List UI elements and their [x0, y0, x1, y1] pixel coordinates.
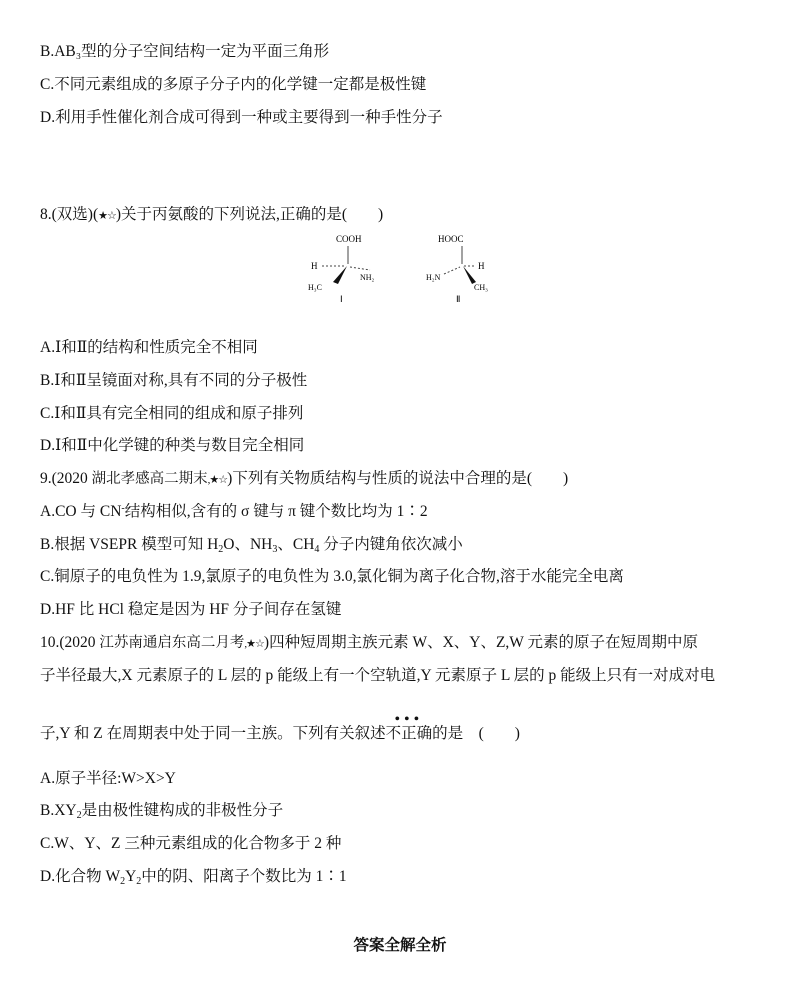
q10-emph-text: 不正确	[385, 725, 433, 742]
difficulty-stars-icon: ,★☆	[244, 638, 264, 650]
q9b-part2: O、NH	[223, 536, 273, 553]
emphasis-not-correct	[385, 711, 433, 744]
mol1-top: COOH	[336, 234, 362, 244]
q8-option-b: B.Ⅰ和Ⅱ呈镜面对称,具有不同的分子极性	[40, 372, 308, 389]
q9-option-b	[40, 535, 463, 555]
q10-option-b	[40, 801, 283, 821]
q9-text: )下列有关物质结构与性质的说法中合理的是( )	[227, 470, 569, 487]
q9b-sub4: 4	[314, 544, 320, 555]
q10d-part2: Y	[125, 868, 137, 885]
alanine-structure-1	[300, 230, 390, 305]
q8-option-a: A.Ⅰ和Ⅱ的结构和性质完全不相同	[40, 339, 258, 356]
q9-option-c: C.铜原子的电负性为 1.9,氯原子的电负性为 3.0,氯化铜为离子化合物,溶于水能完全电离	[40, 568, 624, 585]
q7-option-d: D.利用手性催化剂合成可得到一种或主要得到一种手性分子	[40, 109, 443, 126]
q10d-part3: 中的阴、阳离子个数比为 1∶1	[141, 868, 347, 885]
q8-stem	[40, 205, 383, 226]
q10d-part1: D.化合物 W	[40, 868, 121, 885]
mol1-bottom: H₃C	[308, 283, 322, 292]
q10-option-a: A.原子半径:W>X>Y	[40, 770, 176, 787]
q10-stem-line1	[40, 633, 698, 654]
q10-stem-line2: 子半径最大,X 元素原子的 L 层的 p 能级上有一个空轨道,Y 元素原子 L 层的 p 能级上只有一对成对电	[40, 667, 716, 684]
q9b-sub2: 2	[218, 544, 224, 555]
q8-option-c: C.Ⅰ和Ⅱ具有完全相同的组成和原子排列	[40, 405, 304, 422]
q10b-part2: 是由极性键构成的非极性分子	[81, 802, 284, 819]
emphasis-dots-icon: •••	[394, 711, 424, 728]
q9-source: 湖北孝感高二期末	[91, 471, 208, 487]
q10-option-d	[40, 867, 347, 887]
q7-option-b: B.AB₃型的分子空间结构一定为平面三角形	[40, 43, 330, 60]
q10d-sub2a: 2	[120, 876, 126, 887]
q10-prefix: 10.(2020	[40, 634, 100, 651]
q9-prefix: 9.(2020	[40, 470, 92, 487]
mol2-bottom: CH₃	[474, 283, 488, 292]
q9b-sub3: 3	[272, 544, 278, 555]
mol1-left: H	[311, 261, 318, 271]
q9-option-d: D.HF 比 HCl 稳定是因为 HF 分子间存在氢键	[40, 601, 342, 618]
q9b-part4: 分子内键角依次减小	[319, 536, 463, 553]
q9a-sup: -	[121, 503, 125, 514]
q7-option-c: C.不同元素组成的多原子分子内的化学键一定都是极性键	[40, 76, 427, 93]
q10-stem-line3	[40, 711, 520, 744]
q9b-part1: B.根据 VSEPR 模型可知 H	[40, 536, 219, 553]
answer-section-title: 答案全解全析	[353, 936, 447, 954]
q8-option-d: D.Ⅰ和Ⅱ中化学键的种类与数目完全相同	[40, 437, 305, 454]
q9a-part1: A.CO 与 CN	[40, 503, 122, 520]
q9-option-a	[40, 502, 428, 522]
difficulty-stars-icon: ,★☆	[207, 474, 228, 486]
difficulty-stars-icon: ★☆	[98, 210, 116, 222]
q10-option-c: C.W、Y、Z 三种元素组成的化合物多于 2 种	[40, 835, 342, 852]
mol2-top: HOOC	[438, 234, 464, 244]
mol2-left: H₂N	[426, 273, 441, 282]
q10-line3-part1: 子,Y 和 Z 在周期表中处于同一主族。下列有关叙述	[40, 725, 386, 742]
alanine-structure-2	[420, 230, 510, 305]
q10-line3-part2: 的是 ( )	[432, 725, 520, 742]
q9-stem	[40, 469, 568, 490]
mol2-right: H	[478, 261, 485, 271]
q10b-sub2: 2	[76, 810, 82, 821]
q10-source: 江苏南通启东高二月考	[99, 635, 245, 651]
mol1-label: Ⅰ	[340, 294, 343, 304]
mol2-label: Ⅱ	[456, 294, 461, 304]
q9a-part2: 结构相似,含有的 σ 键与 π 键个数比均为 1∶2	[124, 503, 428, 520]
q8-text: )关于丙氨酸的下列说法,正确的是( )	[115, 206, 384, 223]
q10b-part1: B.XY	[40, 802, 77, 819]
q9b-part3: 、CH	[277, 536, 315, 553]
q8-prefix: 8.(双选)(	[40, 206, 99, 223]
mol1-right: NH₂	[360, 273, 375, 282]
q10-text: )四种短周期主族元素 W、X、Y、Z,W 元素的原子在短周期中原	[263, 634, 699, 651]
q10d-sub2b: 2	[136, 876, 142, 887]
